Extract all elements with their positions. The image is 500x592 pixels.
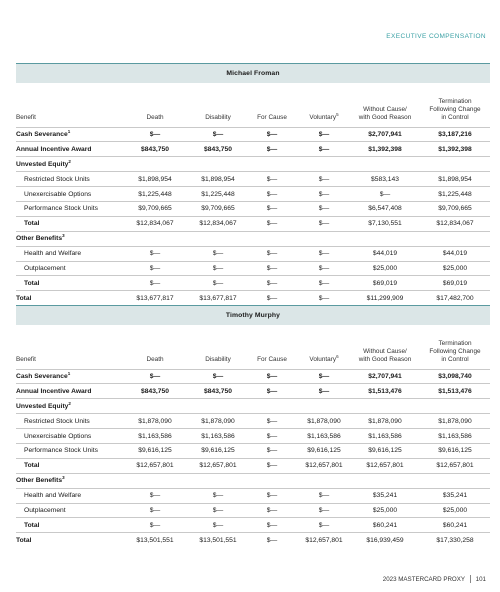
cell-value: $—: [246, 276, 298, 291]
row-label: Other Benefits$^3$: [16, 473, 120, 488]
cell-value: $1,163,586: [350, 429, 420, 444]
row-label: Outplacement: [16, 261, 120, 276]
cell-value: $—: [298, 261, 350, 276]
table-body: [16, 369, 490, 547]
row-label: Outplacement: [16, 503, 120, 518]
row-label: Annual Incentive Award: [16, 384, 120, 399]
cell-value: $13,677,817: [190, 291, 246, 305]
col-voluntary: Voluntary$^6$: [309, 354, 339, 364]
cell-value: $35,241: [350, 488, 420, 503]
cell-value: $—: [298, 142, 350, 157]
cell-value: $—: [298, 276, 350, 291]
row-label: Performance Stock Units: [16, 201, 120, 216]
row-label: Cash Severance$^1$: [16, 369, 120, 384]
cell-value: $12,657,801: [420, 458, 490, 473]
cell-value: $—: [246, 518, 298, 533]
cell-value: $—: [298, 518, 350, 533]
row-label: Unvested Equity$^2$: [16, 157, 120, 172]
row-label: Total: [16, 458, 120, 473]
voluntary-footnote: 6: [336, 354, 339, 360]
cell-value: [120, 399, 190, 414]
row-label: Restricted Stock Units: [16, 414, 120, 429]
cell-value: [246, 473, 298, 488]
cell-value: $44,019: [350, 246, 420, 261]
cell-value: $12,657,801: [298, 458, 350, 473]
cell-value: $12,834,067: [420, 216, 490, 231]
cell-value: [246, 231, 298, 246]
cell-value: $583,143: [350, 172, 420, 187]
group-header-row: [16, 473, 490, 488]
cell-value: $—: [298, 246, 350, 261]
cell-value: $3,098,740: [420, 369, 490, 384]
cell-value: $1,898,954: [420, 172, 490, 187]
cell-value: $1,878,090: [298, 414, 350, 429]
person-header-row: [16, 64, 490, 84]
cell-value: [350, 231, 420, 246]
col-without-cause: Without Cause/ with Good Reason: [358, 105, 412, 122]
row-label: Total: [16, 216, 120, 231]
cell-value: $1,878,090: [420, 414, 490, 429]
cell-value: $—: [190, 246, 246, 261]
cell-value: $25,000: [350, 503, 420, 518]
cell-value: $—: [350, 187, 420, 202]
cell-value: $—: [120, 246, 190, 261]
cell-value: $—: [120, 276, 190, 291]
table-row: [16, 201, 490, 216]
cell-value: $—: [298, 127, 350, 142]
comp-table-froman: [16, 63, 490, 305]
cell-value: $—: [246, 261, 298, 276]
cell-value: $44,019: [420, 246, 490, 261]
cell-value: $25,000: [420, 261, 490, 276]
col-voluntary: Voluntary$^5$: [309, 112, 339, 122]
footer-divider: [470, 575, 471, 583]
cell-value: $12,657,801: [120, 458, 190, 473]
col-termination-cic: Termination Following Change in Control: [429, 97, 481, 122]
table-row: [16, 414, 490, 429]
cell-value: $—: [246, 429, 298, 444]
cell-value: $13,501,551: [190, 533, 246, 547]
cell-value: $1,163,586: [298, 429, 350, 444]
cell-value: $—: [190, 276, 246, 291]
row-label: Unexercisable Options: [16, 187, 120, 202]
row-label: Unvested Equity$^2$: [16, 399, 120, 414]
table-row: [16, 533, 490, 547]
cell-value: $1,163,586: [190, 429, 246, 444]
row-label: Total: [16, 291, 120, 305]
cell-value: [120, 473, 190, 488]
cell-value: $—: [298, 503, 350, 518]
cell-value: [298, 231, 350, 246]
cell-value: $—: [190, 503, 246, 518]
cell-value: $1,225,448: [420, 187, 490, 202]
col-for-cause: For Cause: [257, 114, 287, 122]
cell-value: $6,547,408: [350, 201, 420, 216]
cell-value: $1,898,954: [120, 172, 190, 187]
group-header-row: [16, 231, 490, 246]
cell-value: $12,834,067: [190, 216, 246, 231]
cell-value: $12,657,801: [298, 533, 350, 547]
cell-value: $—: [120, 518, 190, 533]
group-header-row: [16, 399, 490, 414]
cell-value: $—: [190, 261, 246, 276]
row-label: Total: [16, 276, 120, 291]
table-row: [16, 142, 490, 157]
person-name: Timothy Murphy: [16, 306, 490, 326]
cell-value: $1,163,586: [120, 429, 190, 444]
cell-value: [190, 473, 246, 488]
cell-value: $69,019: [350, 276, 420, 291]
row-label: Total: [16, 518, 120, 533]
row-label: Cash Severance$^1$: [16, 127, 120, 142]
cell-value: $17,330,258: [420, 533, 490, 547]
person-name: Michael Froman: [16, 64, 490, 84]
cell-value: $—: [190, 369, 246, 384]
cell-value: [420, 231, 490, 246]
cell-value: [298, 399, 350, 414]
table-body: [16, 127, 490, 305]
cell-value: $—: [120, 261, 190, 276]
table-row: [16, 187, 490, 202]
cell-value: [298, 473, 350, 488]
col-disability: Disability: [205, 356, 231, 364]
cell-value: [246, 399, 298, 414]
cell-value: $1,225,448: [120, 187, 190, 202]
comp-table-murphy: [16, 305, 490, 547]
cell-value: [246, 157, 298, 172]
cell-value: $7,130,551: [350, 216, 420, 231]
cell-value: [190, 399, 246, 414]
cell-value: $—: [246, 369, 298, 384]
cell-value: [350, 399, 420, 414]
table-row: [16, 261, 490, 276]
cell-value: $16,939,459: [350, 533, 420, 547]
cell-value: $—: [190, 488, 246, 503]
cell-value: $9,616,125: [190, 443, 246, 458]
cell-value: $1,392,398: [420, 142, 490, 157]
cell-value: $843,750: [190, 142, 246, 157]
cell-value: $—: [246, 291, 298, 305]
cell-value: $—: [246, 187, 298, 202]
cell-value: $9,709,665: [120, 201, 190, 216]
col-without-cause: Without Cause/ with Good Reason: [358, 347, 412, 364]
cell-value: $—: [120, 488, 190, 503]
cell-value: $—: [246, 127, 298, 142]
cell-value: $1,163,586: [420, 429, 490, 444]
cell-value: $60,241: [350, 518, 420, 533]
col-death: Death: [146, 114, 164, 122]
cell-value: [420, 157, 490, 172]
row-label: Restricted Stock Units: [16, 172, 120, 187]
cell-value: [350, 157, 420, 172]
cell-value: $—: [246, 201, 298, 216]
col-termination-cic: Termination Following Change in Control: [429, 339, 481, 364]
cell-value: $12,657,801: [350, 458, 420, 473]
page-number: 101: [475, 575, 486, 583]
cell-value: $—: [298, 216, 350, 231]
cell-value: $—: [298, 488, 350, 503]
section-header: EXECUTIVE COMPENSATION: [386, 33, 486, 40]
table-row: [16, 384, 490, 399]
cell-value: $1,878,090: [120, 414, 190, 429]
cell-value: $60,241: [420, 518, 490, 533]
table-row: [16, 458, 490, 473]
cell-value: $—: [246, 216, 298, 231]
cell-value: $—: [298, 291, 350, 305]
footnote-marker: 2: [68, 400, 71, 406]
row-label: Unexercisable Options: [16, 429, 120, 444]
cell-value: $—: [190, 518, 246, 533]
cell-value: [298, 157, 350, 172]
cell-value: $9,709,665: [420, 201, 490, 216]
col-benefit: Benefit: [16, 356, 36, 364]
cell-value: $—: [120, 369, 190, 384]
cell-value: $2,707,941: [350, 127, 420, 142]
cell-value: $843,750: [120, 384, 190, 399]
cell-value: $35,241: [420, 488, 490, 503]
group-header-row: [16, 157, 490, 172]
cell-value: $12,834,067: [120, 216, 190, 231]
cell-value: $—: [246, 503, 298, 518]
column-header-row: [16, 325, 490, 369]
cell-value: $—: [298, 201, 350, 216]
table-row: [16, 429, 490, 444]
cell-value: $1,392,398: [350, 142, 420, 157]
cell-value: $—: [246, 142, 298, 157]
table-row: [16, 276, 490, 291]
cell-value: $9,616,125: [298, 443, 350, 458]
cell-value: $1,878,090: [190, 414, 246, 429]
footnote-marker: 1: [67, 370, 71, 376]
cell-value: [190, 231, 246, 246]
footnote-marker: 3: [62, 232, 65, 238]
table-row: [16, 443, 490, 458]
col-death: Death: [146, 356, 164, 364]
cell-value: $—: [298, 187, 350, 202]
voluntary-footnote: 5: [336, 112, 339, 118]
cell-value: $12,657,801: [190, 458, 246, 473]
cell-value: $—: [246, 533, 298, 547]
cell-value: $1,898,954: [190, 172, 246, 187]
cell-value: $13,501,551: [120, 533, 190, 547]
cell-value: $—: [298, 172, 350, 187]
footnote-marker: 2: [68, 158, 71, 164]
cell-value: $—: [120, 503, 190, 518]
cell-value: $—: [120, 127, 190, 142]
cell-value: $—: [246, 414, 298, 429]
cell-value: [420, 473, 490, 488]
table-row: [16, 488, 490, 503]
row-label: Total: [16, 533, 120, 547]
table-row: [16, 369, 490, 384]
person-header-row: [16, 306, 490, 326]
table-row: [16, 291, 490, 305]
cell-value: $—: [298, 369, 350, 384]
cell-value: $843,750: [120, 142, 190, 157]
cell-value: [350, 473, 420, 488]
cell-value: $69,019: [420, 276, 490, 291]
cell-value: $13,677,817: [120, 291, 190, 305]
cell-value: $25,000: [350, 261, 420, 276]
cell-value: $9,616,125: [420, 443, 490, 458]
cell-value: [120, 231, 190, 246]
cell-value: $2,707,941: [350, 369, 420, 384]
table-row: [16, 518, 490, 533]
row-label: Health and Welfare: [16, 246, 120, 261]
table-row: [16, 172, 490, 187]
cell-value: $11,299,909: [350, 291, 420, 305]
page-footer: [383, 575, 486, 583]
col-benefit: Benefit: [16, 114, 36, 122]
cell-value: $1,878,090: [350, 414, 420, 429]
cell-value: $17,482,700: [420, 291, 490, 305]
cell-value: $—: [190, 127, 246, 142]
cell-value: $—: [246, 172, 298, 187]
row-label: Health and Welfare: [16, 488, 120, 503]
cell-value: $—: [246, 488, 298, 503]
footnote-marker: 1: [67, 128, 71, 134]
cell-value: $1,225,448: [190, 187, 246, 202]
row-label: Performance Stock Units: [16, 443, 120, 458]
cell-value: $—: [246, 443, 298, 458]
cell-value: $—: [246, 458, 298, 473]
table-row: [16, 127, 490, 142]
cell-value: $—: [246, 384, 298, 399]
col-for-cause: For Cause: [257, 356, 287, 364]
cell-value: $1,513,476: [350, 384, 420, 399]
cell-value: $1,513,476: [420, 384, 490, 399]
column-header-row: [16, 83, 490, 127]
table-row: [16, 246, 490, 261]
footnote-marker: 3: [62, 474, 65, 480]
cell-value: $3,187,216: [420, 127, 490, 142]
cell-value: $9,709,665: [190, 201, 246, 216]
cell-value: [420, 399, 490, 414]
cell-value: [190, 157, 246, 172]
table-row: [16, 503, 490, 518]
col-disability: Disability: [205, 114, 231, 122]
cell-value: $—: [246, 246, 298, 261]
cell-value: $9,616,125: [120, 443, 190, 458]
cell-value: $9,616,125: [350, 443, 420, 458]
cell-value: $25,000: [420, 503, 490, 518]
table-row: [16, 216, 490, 231]
cell-value: [120, 157, 190, 172]
row-label: Other Benefits$^3$: [16, 231, 120, 246]
cell-value: $—: [298, 384, 350, 399]
cell-value: $843,750: [190, 384, 246, 399]
row-label: Annual Incentive Award: [16, 142, 120, 157]
footer-doc-title: 2023 MASTERCARD PROXY: [382, 575, 465, 583]
